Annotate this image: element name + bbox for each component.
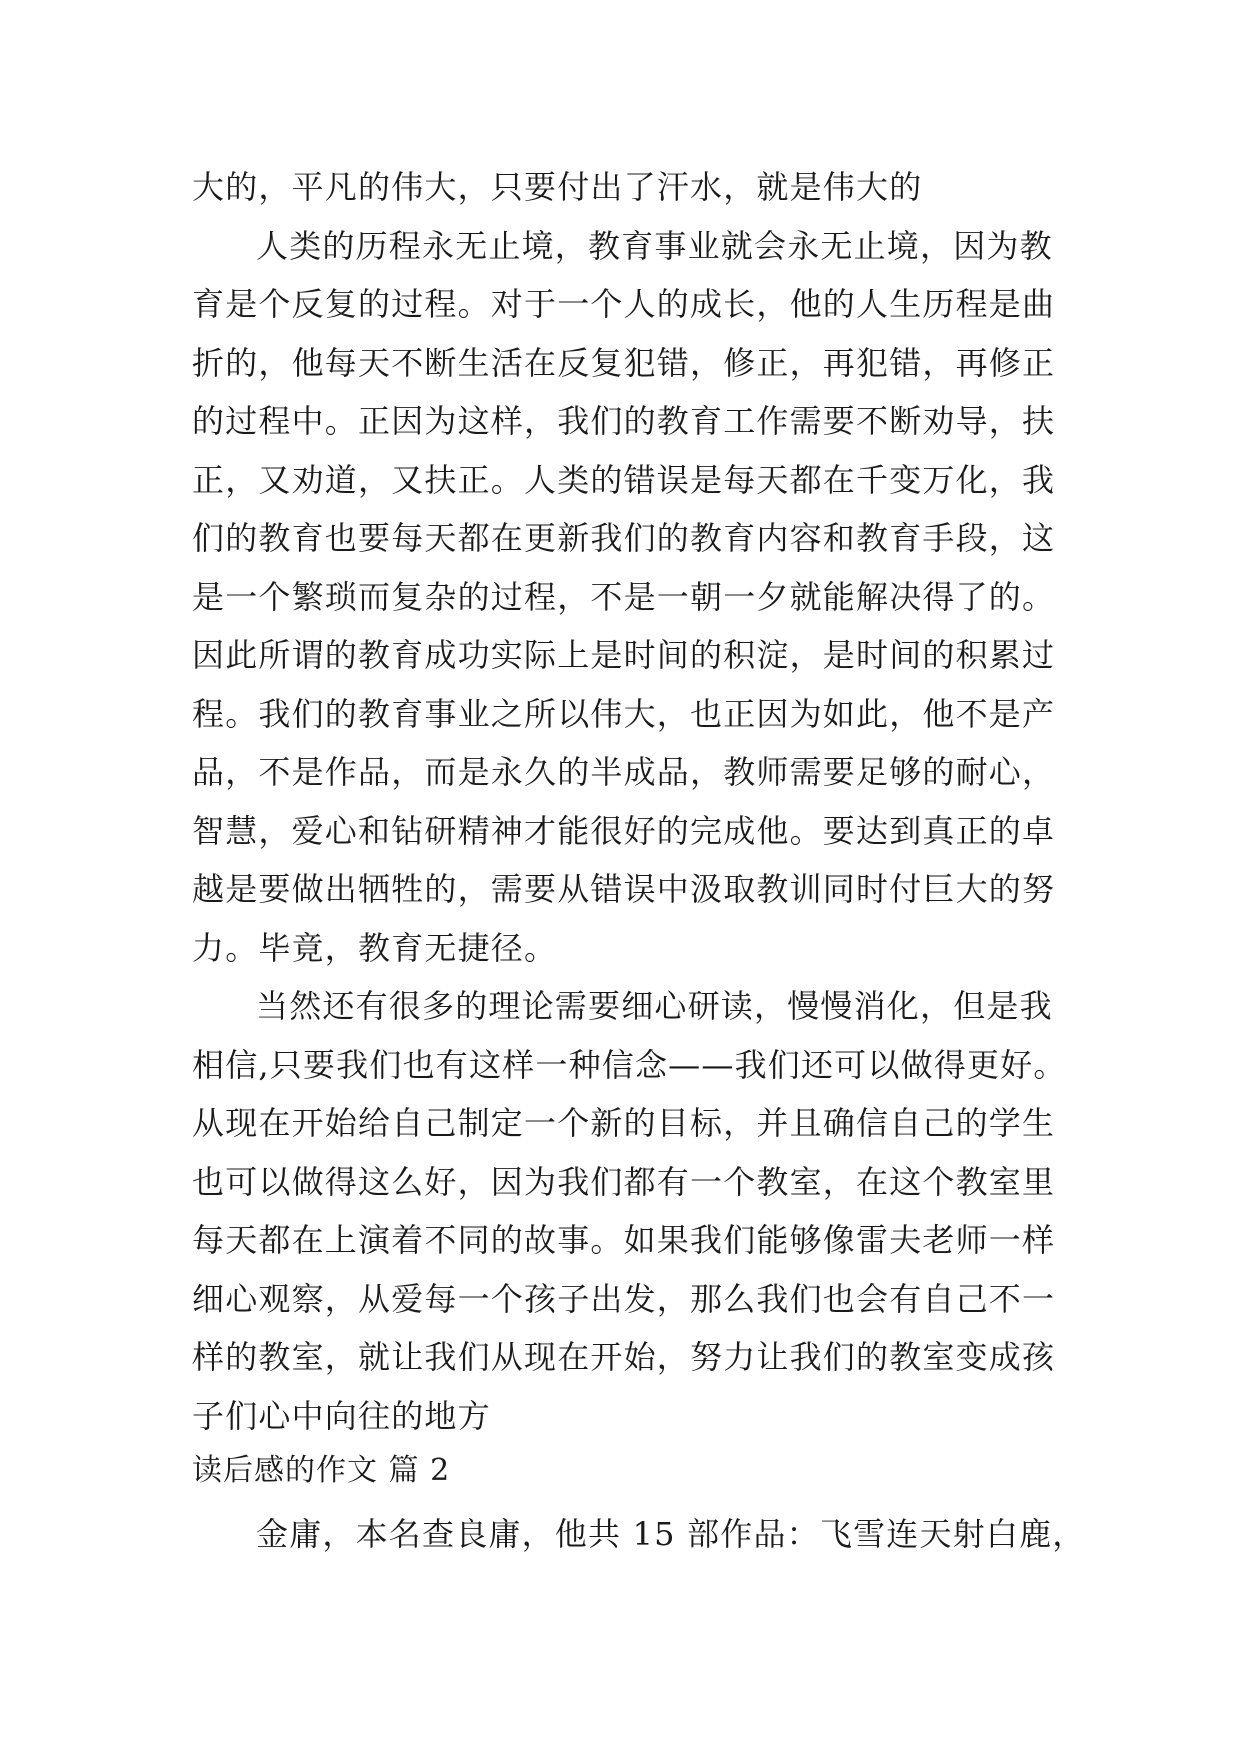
text-line: 子们心中向往的地方 xyxy=(192,1396,491,1435)
text-line: 每天都在上演着不同的故事。如果我们能够像雷夫老师一样 xyxy=(192,1221,1056,1259)
text-line: 金庸，本名查良庸，他共 15 部作品：飞雪连天射白鹿， xyxy=(256,1515,1086,1553)
text-line: 正，又劝道，又扶正。人类的错误是每天都在千变万化，我 xyxy=(192,460,1056,499)
text-line: 人类的历程永无止境，教育事业就会永无止境，因为教 xyxy=(256,226,1053,265)
text-line: 样的教室，就让我们从现在开始，努力让我们的教室变成孩 xyxy=(192,1338,1056,1376)
text-line: 育是个反复的过程。对于一个人的成长，他的人生历程是曲 xyxy=(192,285,1056,323)
text-line: 大的，平凡的伟大，只要付出了汗水，就是伟大的 xyxy=(192,168,923,206)
text-line: 越是要做出牺牲的，需要从错误中汲取教训同时付巨大的努 xyxy=(192,870,1056,908)
text-line: 细心观察，从爱每一个孩子出发，那么我们也会有自己不一 xyxy=(192,1279,1056,1318)
text-line: 从现在开始给自己制定一个新的目标，并且确信自己的学生 xyxy=(192,1104,1056,1142)
text-line: 也可以做得这么好，因为我们都有一个教室，在这个教室里 xyxy=(192,1162,1056,1201)
text-line: 折的，他每天不断生活在反复犯错，修正，再犯错，再修正 xyxy=(192,343,1056,382)
text-line: 是一个繁琐而复杂的过程，不是一朝一夕就能解决得了的。 xyxy=(192,577,1056,616)
paragraph-education-process xyxy=(192,217,1062,978)
text-line: 的过程中。正因为这样，我们的教育工作需要不断劝导，扶 xyxy=(192,402,1056,440)
text-line: 智慧，爱心和钻研精神才能很好的完成他。要达到真正的卓 xyxy=(192,811,1056,850)
text-line: 力。毕竟，教育无捷径。 xyxy=(192,928,558,967)
paragraph-jin-yong xyxy=(192,1505,1086,1564)
paragraph-continued xyxy=(192,158,1062,217)
text-line: 们的教育也要每天都在更新我们的教育内容和教育手段，这 xyxy=(192,519,1056,557)
text-line: 因此所谓的教育成功实际上是时间的积淀，是时间的积累过 xyxy=(192,636,1056,674)
text-line: 程。我们的教育事业之所以伟大，也正因为如此，他不是产 xyxy=(192,694,1056,733)
text-line: 当然还有很多的理论需要细心研读，慢慢消化，但是我 xyxy=(256,987,1053,1025)
text-line: 品，不是作品，而是永久的半成品，教师需要足够的耐心， xyxy=(192,753,1056,791)
document-body xyxy=(192,158,1086,1564)
section-heading: 读后感的作文 篇 2 xyxy=(192,1453,451,1488)
paragraph-belief xyxy=(192,977,1067,1445)
text-line: 相信,只要我们也有这样一种信念——我们还可以做得更好。 xyxy=(192,1045,1067,1084)
